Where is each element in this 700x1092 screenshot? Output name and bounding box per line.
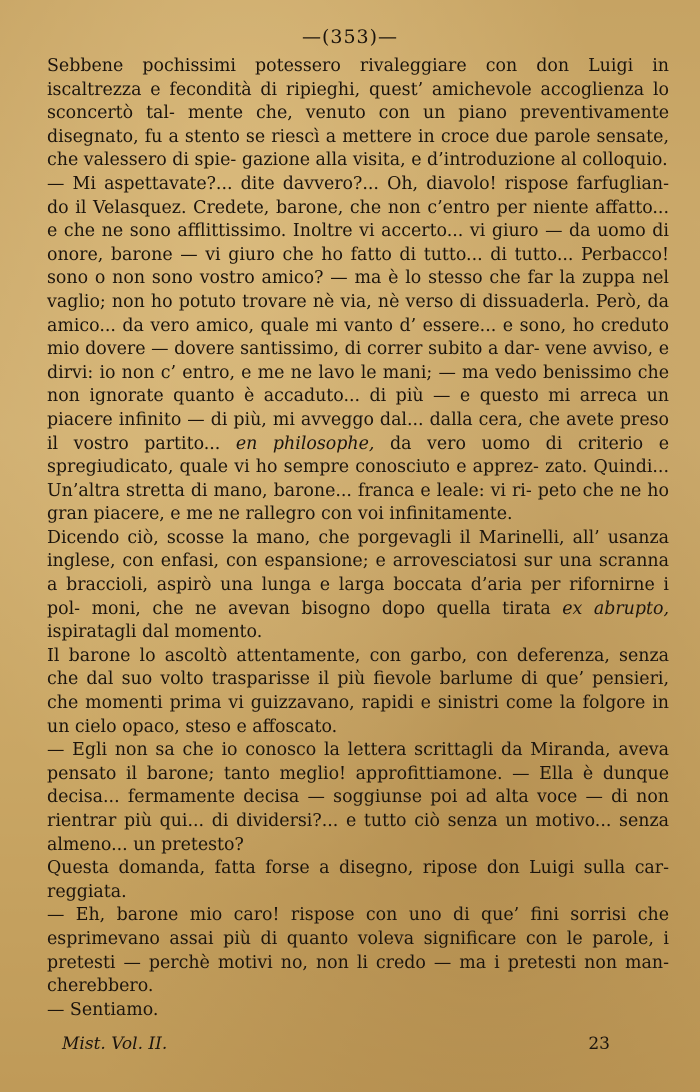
text-line: — Egli non sa che io conosco la lettera scrittagli da Miranda, aveva [47,740,669,761]
paragraph-4 [47,645,669,739]
text-line: e fecondità di ripieghi, quest’ amichevole accoglienza lo sconcertò tal- [47,79,669,124]
paragraph-3 [47,527,669,645]
paragraph-2 [47,173,669,527]
text-line: — Eh, barone mio caro! rispose con uno di que’ fini sorrisi che [47,905,669,926]
text-line: rientrar più qui... di dividersi?... e tutto ciò senza un motivo... senza [47,811,669,831]
page-number: —(353)— [301,26,399,48]
text-line: esprimevano assai più di quanto voleva significare con le parole, i [47,928,669,949]
text-line: se riescì a mettere in croce due parole sensate, che valessero di spie- [47,126,669,171]
text-line: decisa... fermamente decisa — soggiunse poi ad alta voce — di non [47,787,669,808]
text-line: nel vaglio; non ho potuto trovare nè via, nè verso di dissuaderla. [47,268,669,312]
text-line: un cielo opaco, steso e affoscato. [47,716,338,737]
text-line: Il barone lo ascoltò attentamente, con garbo, con deferenza, senza [47,645,669,666]
italic-phrase: en philosophe, [235,433,375,454]
text-line: Questa domanda, fatta forse a disegno, ripose don Luigi sulla car- [47,858,669,879]
text-line: e che ne sono afflittissimo. Inoltre vi accerto... vi giuro — da uomo di [47,221,669,242]
text-line: — Sentiamo. [47,999,159,1020]
text-line: sono o non sono vostro amico? — ma è lo stesso che far la zuppa [47,268,636,289]
body-text [47,55,669,1022]
text-line: pensato il barone; tanto meglio! approfittiamone. — Ella è dunque [47,763,669,784]
text-line: do il Velasquez. Credete, barone, che non c’entro per niente affatto... [47,197,669,218]
text-line: — Mi aspettavate?... dite davvero?... Oh, diavolo! rispose farfuglian- [47,173,669,194]
text-line: che dal suo volto trasparisse il più fievole barlume di que’ pensieri, [47,669,669,690]
text-line: questo mi arreca un piacere infinito — di più, mi avveggo dal... dalla [47,386,669,430]
text-line: cherebbero. [47,976,154,997]
text-line: da vero uomo [374,433,531,454]
text-line: ho creduto mio dovere — dovere santissimo, di correr subito a dar- [47,315,670,360]
sheet-number: 23 [588,1034,610,1054]
paragraph-7 [47,904,669,998]
italic-phrase: ex abrupto, [562,598,670,619]
text-line: vedo benissimo che non ignorate quanto è accaduto... di più — e [47,362,669,407]
text-line: cera, che avete preso il vostro partito... [47,409,670,454]
text-line: che momenti prima vi guizzavano, rapidi e sinistri come la folgore in [47,693,669,714]
text-line: onore, barone — vi giuro che ho fatto di tutto... di tutto... Perbacco! [47,244,669,265]
text-line: di criterio e spregiudicato, quale vi ho sempre conosciuto e apprez- [47,433,669,478]
text-line: zato. Quindi... Un’altra stretta di mano, barone... franca e leale: vi ri- [47,457,669,501]
paragraph-1 [47,55,669,173]
text-line: mente che, venuto con un piano preventivamente disegnato, fu a stento [47,103,669,147]
text-line: reggiata. [47,881,127,902]
text-line: inglese, con enfasi, con espansione; e arrovesciatosi sur una scranna a [47,551,669,596]
paragraph-5 [47,739,669,857]
text-line: dal momento. [142,622,263,643]
paragraph-6 [47,857,669,904]
text-line: vene avviso, e dirvi: io non c’ entro, e me ne lavo le mani; — ma [47,339,669,383]
text-line: gazione alla visita, e d’introduzione al colloquio. [241,150,668,171]
text-line: Sebbene pochissimi potessero rivaleggiare con don Luigi in iscaltrezza [47,56,669,100]
signature-mark: Mist. Vol. II. [62,1034,168,1054]
text-line: Però, da amico... da vero amico, quale mi vanto d’ essere... e sono, [47,291,669,336]
text-line: ispiratagli [47,622,137,643]
text-line: moni, che ne avevan bisogno dopo quella tirata [91,598,563,619]
text-line: braccioli, aspirò una lunga e larga boccata d’aria per rifornirne i pol- [47,575,669,619]
text-line: almeno... un pretesto? [47,834,244,855]
paragraph-8 [47,999,669,1023]
text-line: pretesti — perchè motivi no, non li credo — ma i pretesti non man- [47,952,669,973]
text-line: Dicendo ciò, scosse la mano, che porgevagli il Marinelli, all’ usanza [47,527,669,548]
text-line: peto che ne ho gran piacere, e me ne rallegro con voi infinitamente. [47,480,669,525]
